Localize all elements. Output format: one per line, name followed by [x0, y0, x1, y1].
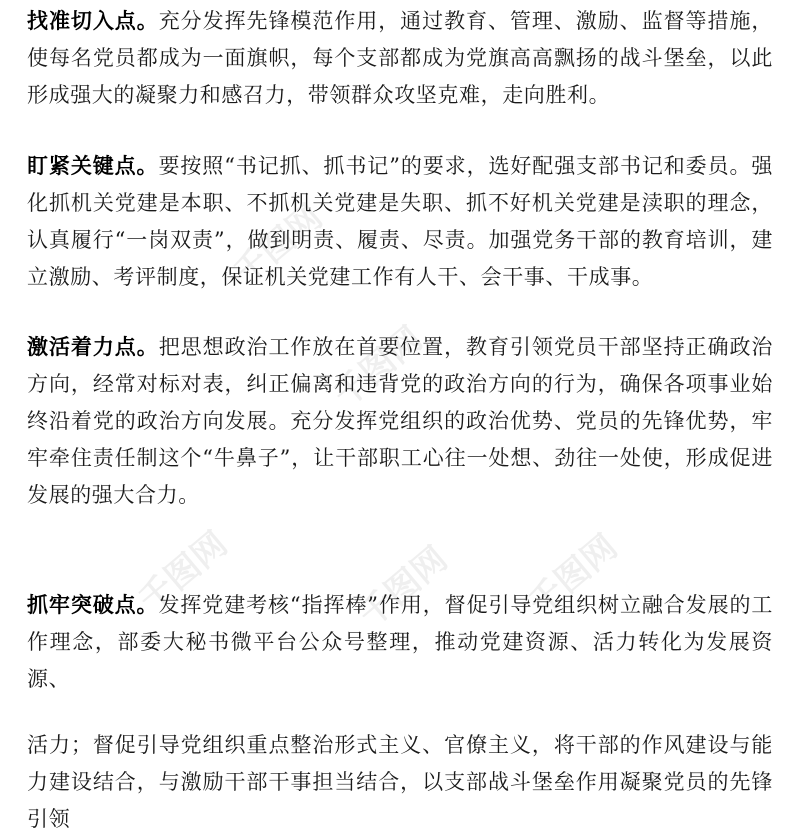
paragraph-continuation — [27, 727, 773, 838]
watermark: 千图网 — [226, 197, 331, 294]
paragraph-focus-point — [27, 329, 773, 514]
watermark: 千图网 — [131, 524, 236, 621]
paragraph-text: 发挥党建考核“指挥棒”作用，督促引导党组织树立融合发展的工作理念，部委大秘书微平台公众号整理，推动党建资源、活力转化为发展资源、 — [27, 593, 773, 691]
paragraph-text: 活力；督促引导党组织重点整治形式主义、官僚主义，将干部的作风建设与能力建设结合，与激励干部干事担当结合，以支部战斗堡垒作用凝聚党员的先锋引领 — [27, 733, 773, 831]
paragraph-entry-point — [27, 3, 773, 114]
watermark: 千图网 — [326, 319, 431, 416]
watermark: 千图网 — [521, 527, 626, 624]
paragraph-text: 充分发挥先锋模范作用，通过教育、管理、激励、监督等措施，使每名党员都成为一面旗帜，每个支部都成为党旗高高飘扬的战斗堡垒，以此形成强大的凝聚力和感召力，带领群众攻坚克难，走向胜利。 — [27, 9, 773, 107]
paragraph-key-point — [27, 148, 773, 296]
paragraph-text: 把思想政治工作放在首要位置，教育引领党员干部坚持正确政治方向，经常对标对表，纠正偏离和违背党的政治方向的行为，确保各项事业始终沿着党的政治方向发展。充分发挥党组织的政治优势、党员的先锋优势，牢牢牵住责任制这个“牛鼻子”，让干部职工心往一处想、劲往一处使，形成促进发展的强大合力。 — [27, 335, 773, 507]
paragraph-heading: 抓牢突破点。 — [27, 593, 159, 617]
watermark: 千图网 — [351, 539, 456, 636]
paragraph-heading: 盯紧关键点。 — [27, 154, 159, 178]
paragraph-heading: 激活着力点。 — [27, 335, 159, 359]
paragraph-text: 要按照“书记抓、抓书记”的要求，选好配强支部书记和委员。强化抓机关党建是本职、不抓机关党建是失职、抓不好机关党建是渎职的理念，认真履行“一岗双责”，做到明责、履责、尽责。加强党务干部的教育培训，建立激励、考评制度，保证机关党建工作有人干、会干事、干成事。 — [27, 154, 773, 289]
paragraph-heading: 找准切入点。 — [27, 9, 159, 33]
paragraph-breakthrough-point — [27, 587, 773, 698]
